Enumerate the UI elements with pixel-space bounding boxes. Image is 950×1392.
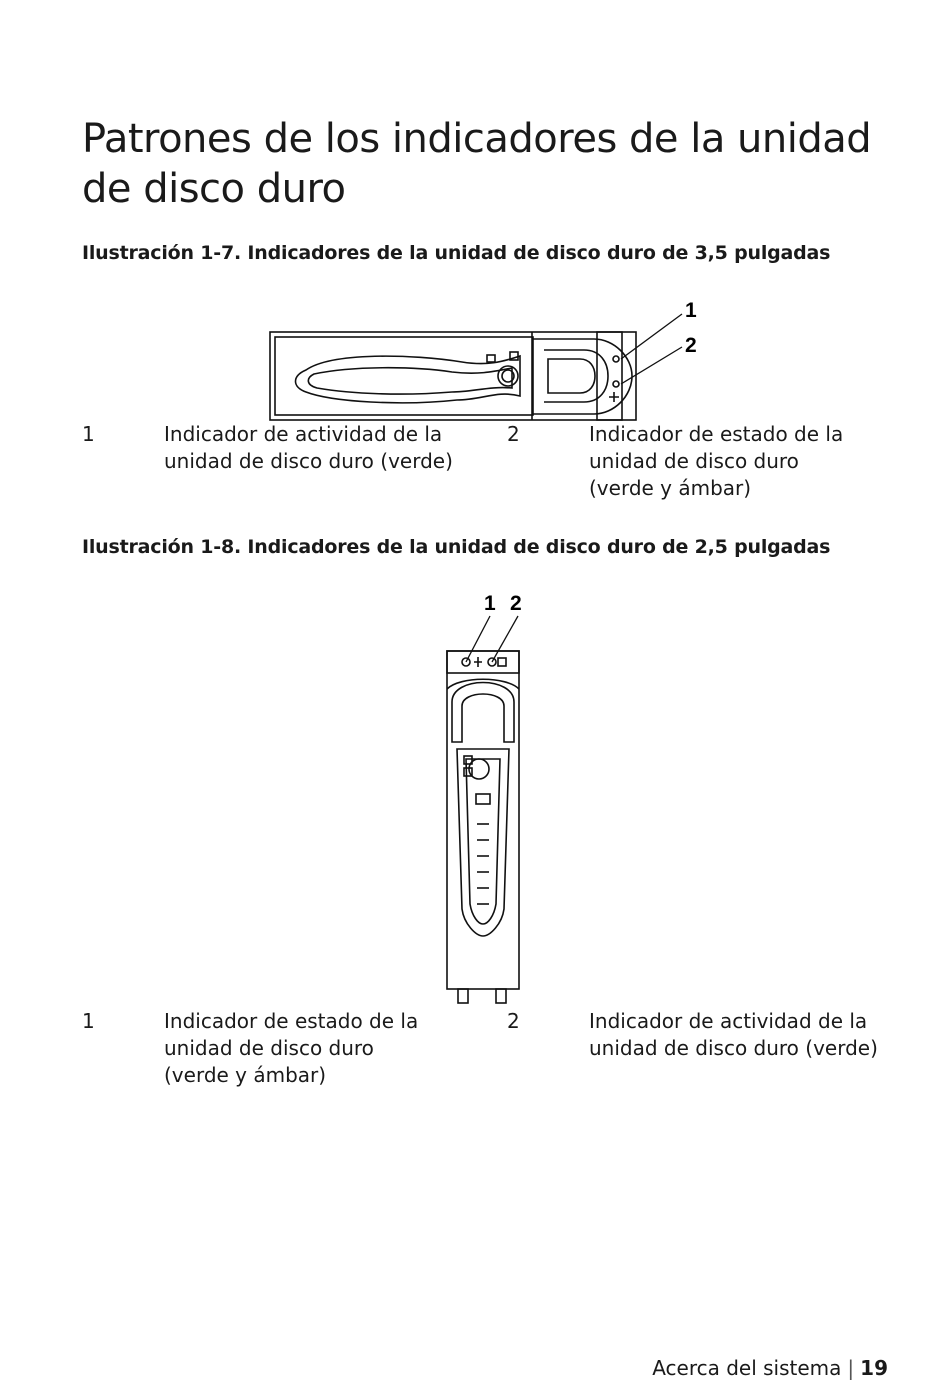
figure-2-legend-num-2: 2 xyxy=(507,1009,520,1033)
figure-2-legend-num-1: 1 xyxy=(82,1009,95,1033)
footer-section-name: Acerca del sistema xyxy=(652,1356,842,1380)
figure-1-callout-1: 1 xyxy=(685,299,697,322)
figure-1-caption: Ilustración 1-7. Indicadores de la unidad de disco duro de 3,5 pulgadas xyxy=(82,242,831,264)
figure-1-legend-text-1: Indicador de actividad de la unidad de disco duro (verde) xyxy=(164,422,453,473)
hard-drive-2-5-inch-illustration xyxy=(430,584,540,1010)
figure-2-legend-text-1: Indicador de estado de la unidad de disco duro (verde y ámbar) xyxy=(164,1009,419,1087)
figure-2-legend-text-2: Indicador de actividad de la unidad de disco duro (verde) xyxy=(589,1009,878,1060)
figure-1-callout-2: 2 xyxy=(685,334,697,357)
hard-drive-3-5-inch-illustration xyxy=(262,292,702,426)
figure-2-caption: Ilustración 1-8. Indicadores de la unidad de disco duro de 2,5 pulgadas xyxy=(82,536,831,558)
figure-1-legend-num-2: 2 xyxy=(507,422,520,446)
figure-1-legend-num-1: 1 xyxy=(82,422,95,446)
figure-2-callout-2: 2 xyxy=(510,592,522,615)
page-footer xyxy=(652,1354,888,1382)
figure-2-callout-1: 1 xyxy=(484,592,496,615)
footer-separator: | xyxy=(847,1356,855,1380)
page-title: Patrones de los indicadores de la unidad de disco duro xyxy=(82,116,872,212)
figure-1-legend-text-2: Indicador de estado de la unidad de disco duro (verde y ámbar) xyxy=(589,422,844,500)
page-number: 19 xyxy=(860,1356,888,1380)
